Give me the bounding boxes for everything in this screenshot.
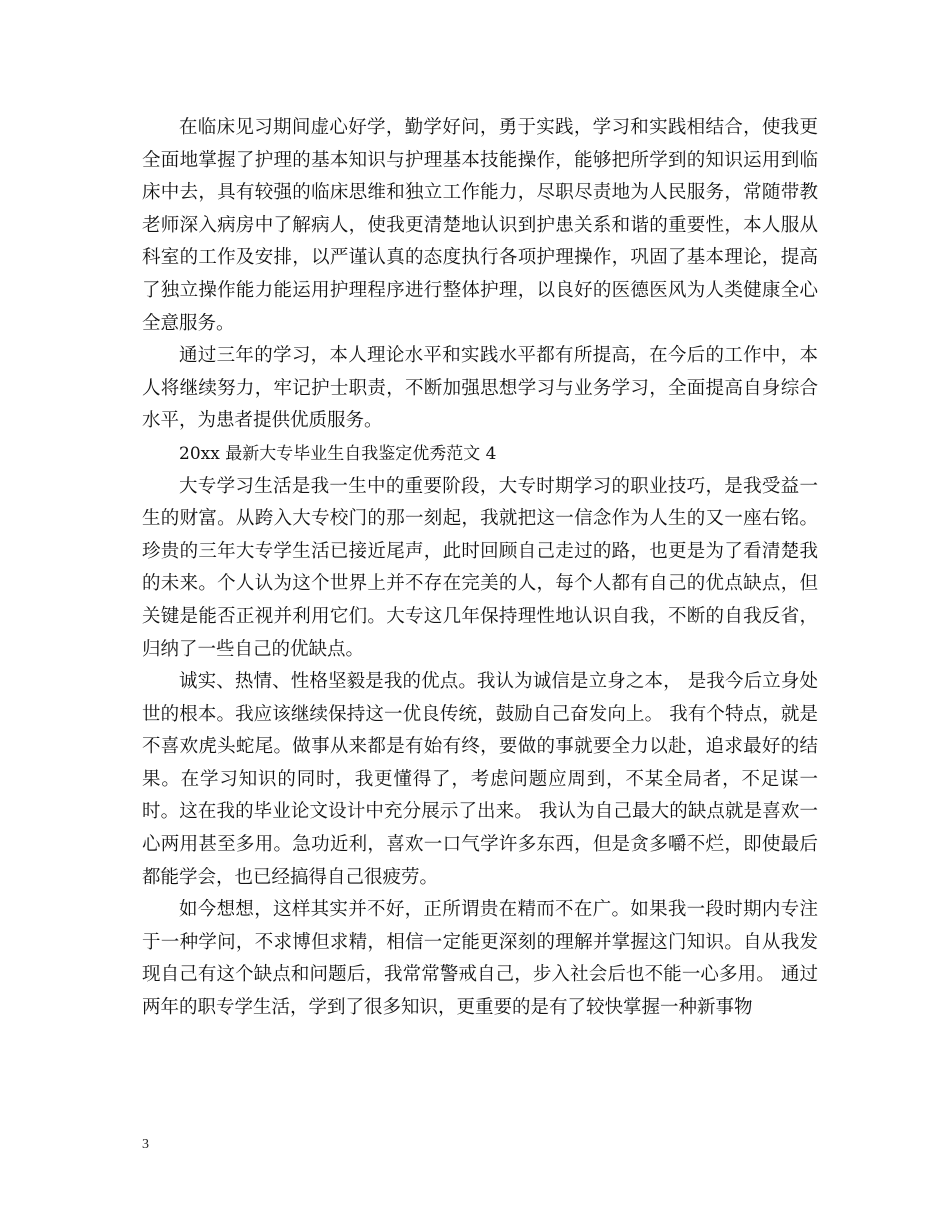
page-number: 3	[142, 1137, 149, 1152]
document-body	[142, 112, 818, 1025]
paragraph-college-life: 大专学习生活是我一生中的重要阶段，大专时期学习的职业技巧，是我受益一生的财富。从跨入大专校门的那一刻起，我就把这一信念作为人生的又一座右铭。珍贵的三年大专学生活已接近尾声，此时回顾自己走过的路，也更是为了看清楚我的未来。个人认为这个世界上并不存在完美的人，每个人都有自己的优点缺点，但关键是能否正视并利用它们。大专这几年保持理性地认识自我，不断的自我反省，归纳了一些自己的优缺点。	[142, 475, 818, 660]
paragraph-reflection: 如今想想，这样其实并不好，正所谓贵在精而不在广。如果我一段时期内专注于一种学问，不求博但求精，相信一定能更深刻的理解并掌握这门知识。自从我发现自己有这个缺点和问题后，我常常警戒自己，步入社会后也不能一心多用。 通过两年的职专学生活，学到了很多知识，更重要的是有了较快掌握一种新事物	[142, 899, 818, 1019]
section-heading: 20xx 最新大专毕业生自我鉴定优秀范文 4	[179, 443, 497, 464]
paragraph-three-years-study: 通过三年的学习，本人理论水平和实践水平都有所提高，在今后的工作中，本人将继续努力，牢记护士职责，不断加强思想学习与业务学习，全面提高自身综合水平，为患者提供优质服务。	[142, 345, 818, 432]
paragraph-clinical-practice: 在临床见习期间虚心好学，勤学好问，勇于实践，学习和实践相结合，使我更全面地掌握了护理的基本知识与护理基本技能操作，能够把所学到的知识运用到临床中去，具有较强的临床思维和独立工作能力，尽职尽责地为人民服务，常随带教老师深入病房中了解病人，使我更清楚地认识到护患关系和谐的重要性，本人服从科室的工作及安排，以严谨认真的态度执行各项护理操作，巩固了基本理论，提高了独立操作能力能运用护理程序进行整体护理，以良好的医德医风为人类健康全心全意服务。	[142, 117, 818, 334]
paragraph-strengths-weaknesses: 诚实、热情、性格坚毅是我的优点。我认为诚信是立身之本， 是我今后立身处世的根本。我应该继续保持这一优良传统，鼓励自己奋发向上。 我有个特点，就是不喜欢虎头蛇尾。做事从来都是有始有终，要做的事就要全力以赴，追求最好的结果。在学习知识的同时，我更懂得了，考虑问题应周到，不某全局者，不足谋一时。这在我的毕业论文设计中充分展示了出来。 我认为自己最大的缺点就是喜欢一心两用甚至多用。急功近利，喜欢一口气学许多东西，但是贪多嚼不烂，即使最后都能学会，也已经搞得自己很疲劳。	[142, 671, 818, 888]
